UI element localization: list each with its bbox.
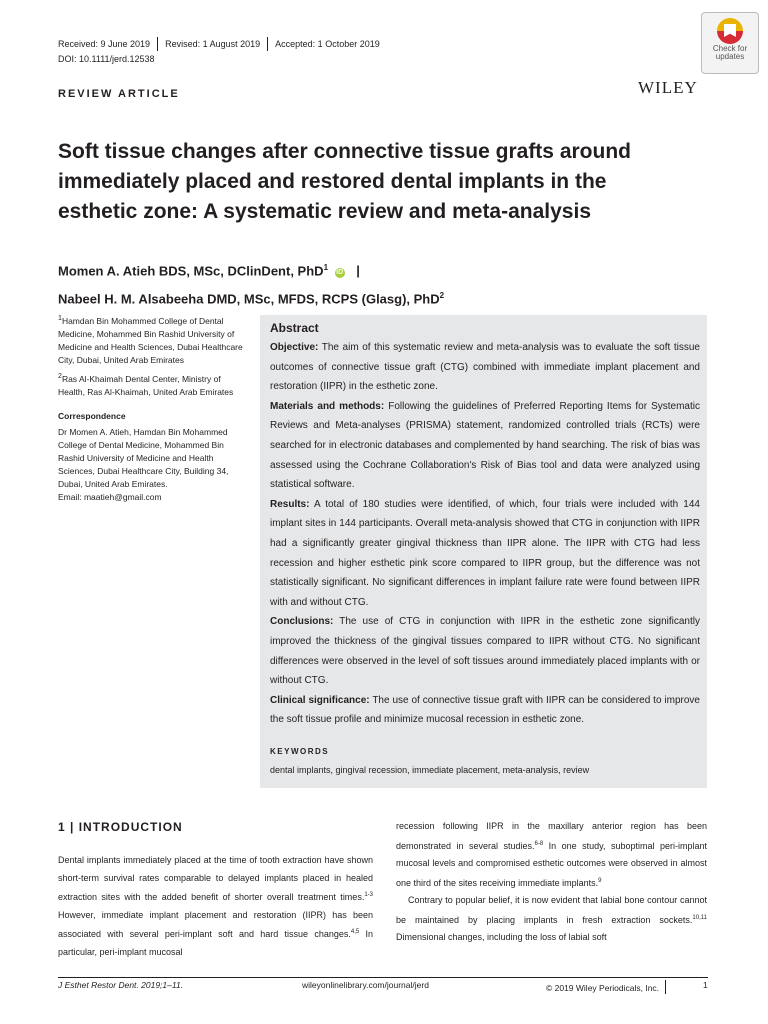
section-heading: 1 | INTRODUCTION	[58, 820, 183, 834]
abstract-conclusions: Conclusions: The use of CTG in conjunction with IIPR in the esthetic zone significantly improved the thickness of the gingival tissues compared to IIPR without CTG. No significant differences were observed in the level of soft tissues around immediately placed implants with or without CTG.	[270, 616, 700, 687]
citation-link[interactable]: 9	[598, 877, 602, 884]
paragraph: recession following IIPR in the maxillary anterior region has been demonstrated in several studies.$^{6-8}$ In one study, suboptimal peri-implant mucosal levels and compromised esthetic outcomes were observed in almost one third of the sites receiving immediate implants.$^9$	[396, 821, 707, 888]
affiliation-1: $^1$Hamdan Bin Mohammed College of Dental Medicine, Mohammed Bin Rashid University of Medicine and Health Sciences, Dubai Healthcare City, Dubai, United Arab Emirates	[58, 314, 243, 365]
article-dates	[58, 37, 380, 51]
divider	[267, 37, 268, 51]
check-updates-line1: Check for	[712, 44, 748, 53]
paragraph: Contrary to popular belief, it is now evident that labial bone contour cannot be maintained by placing implants in fresh extraction sockets.$^{10,11}$ Dimensional changes, including the loss of labial soft	[396, 895, 707, 942]
abstract-results: Results: A total of 180 studies were identified, of which, four trials were included with 144 implant sites in 144 participants. Overall meta-analysis showed that CTG in conjunction with IIPR had a significantly greater gingival thickness than IIPR alone. The IIPR with CTG had less recession and higher esthetic pink score compared to IIPR group, but the difference was not statistically significant. No significant differences in implant failure rate were found between IIPR with and without CTG.	[270, 498, 700, 608]
affiliation-ref: 2	[439, 291, 445, 301]
footer-copyright: © 2019 Wiley Periodicals, Inc.	[546, 980, 672, 994]
article-type: REVIEW ARTICLE	[58, 88, 180, 100]
correspondence-email[interactable]: Email: maatieh@gmail.com	[58, 491, 162, 502]
page-number: 1	[703, 980, 708, 990]
abstract-objective: Objective: The aim of this systematic review and meta-analysis was to evaluate the soft tissue outcomes of connective tissue graft (CTG) combined with immediate implant placement and restoration (IIPR) in the esthetic zone.	[270, 342, 700, 393]
publisher-logo: WILEY	[638, 78, 698, 97]
paragraph: Dental implants immediately placed at the time of tooth extraction have shown short-term survival rates comparable to delayed implants placed in healed extraction sites with the added benefit of shorter overall treatment times.$^{1-3}$ However, immediate implant placement and restoration (IIPR) has been associated with several peri-implant soft and hard tissue changes.$^{4,5}$ In particular, peri-implant mucosal	[58, 855, 374, 957]
revised-date: Revised: 1 August 2019	[165, 39, 261, 49]
abstract-heading: Abstract	[270, 321, 319, 335]
author-separator: |	[356, 263, 360, 279]
keywords: dental implants, gingival recession, immediate placement, meta-analysis, review	[270, 765, 590, 775]
author-name[interactable]: Momen A. Atieh BDS, MSc, DClinDent, PhD	[58, 263, 324, 279]
keywords-heading: KEYWORDS	[270, 747, 330, 756]
doi[interactable]: DOI: 10.1111/jerd.12538	[58, 54, 155, 64]
received-date: Received: 9 June 2019	[58, 39, 151, 49]
author-name[interactable]: Nabeel H. M. Alsabeeha DMD, MSc, MFDS, RCPS (Glasg), PhD	[58, 291, 440, 307]
citation-link[interactable]: 10,11	[692, 914, 707, 921]
orcid-icon[interactable]: iD	[336, 269, 344, 277]
bookmark-icon	[717, 18, 743, 44]
accepted-date: Accepted: 1 October 2019	[275, 39, 380, 49]
correspondence-heading: Correspondence	[58, 410, 126, 421]
affiliations	[58, 312, 244, 507]
citation-link[interactable]: 6-8	[534, 840, 544, 847]
citation-link[interactable]: 1-3	[364, 892, 373, 898]
citation-link[interactable]: 4,5	[350, 929, 360, 935]
affiliation-2: $^2$Ras Al-Khaimah Dental Center, Ministry of Health, Ras Al-Khaimah, United Arab Emirates	[58, 371, 234, 397]
divider	[665, 980, 666, 994]
abstract-methods: Materials and methods: Following the guidelines of Preferred Reporting Items for Systematic Reviews and Meta-analyses (PRISMA) statement, randomized controlled trials (RCTs) were searched for in electronic databases and complemented by hand searching. The risk of bias was assessed using the Cochrane Collaboration's Risk of Bias tool and data were analyzed using statistical software.	[270, 400, 700, 491]
article-title: Soft tissue changes after connective tissue grafts around immediately placed and restored dental implants in the esthetic zone: A systematic review and meta-analysis	[58, 140, 631, 223]
body-column-left	[58, 852, 373, 961]
abstract-clinical-significance: Clinical significance: The use of connective tissue graft with IIPR can be considered to improve the soft tissue profile and minimize mucosal recession in esthetic zone.	[270, 694, 700, 726]
check-for-updates-button[interactable]	[701, 12, 759, 74]
footer-url[interactable]: wileyonlinelibrary.com/journal/jerd	[302, 980, 429, 990]
divider	[157, 37, 158, 51]
abstract	[270, 320, 700, 730]
correspondence-address: Dr Momen A. Atieh, Hamdan Bin Mohammed College of Dental Medicine, Mohammed Bin Rashid University of Medicine and Health Sciences, Dubai Healthcare City, Building 34, Dubai, United Arab Emirates.	[58, 426, 229, 489]
check-updates-line2: updates	[715, 52, 745, 61]
body-column-right	[396, 818, 707, 947]
footer-journal: J Esthet Restor Dent. 2019;1–11.	[58, 980, 184, 990]
affiliation-ref: 1	[323, 263, 329, 272]
author-list	[58, 255, 698, 312]
footer-divider	[58, 977, 708, 978]
